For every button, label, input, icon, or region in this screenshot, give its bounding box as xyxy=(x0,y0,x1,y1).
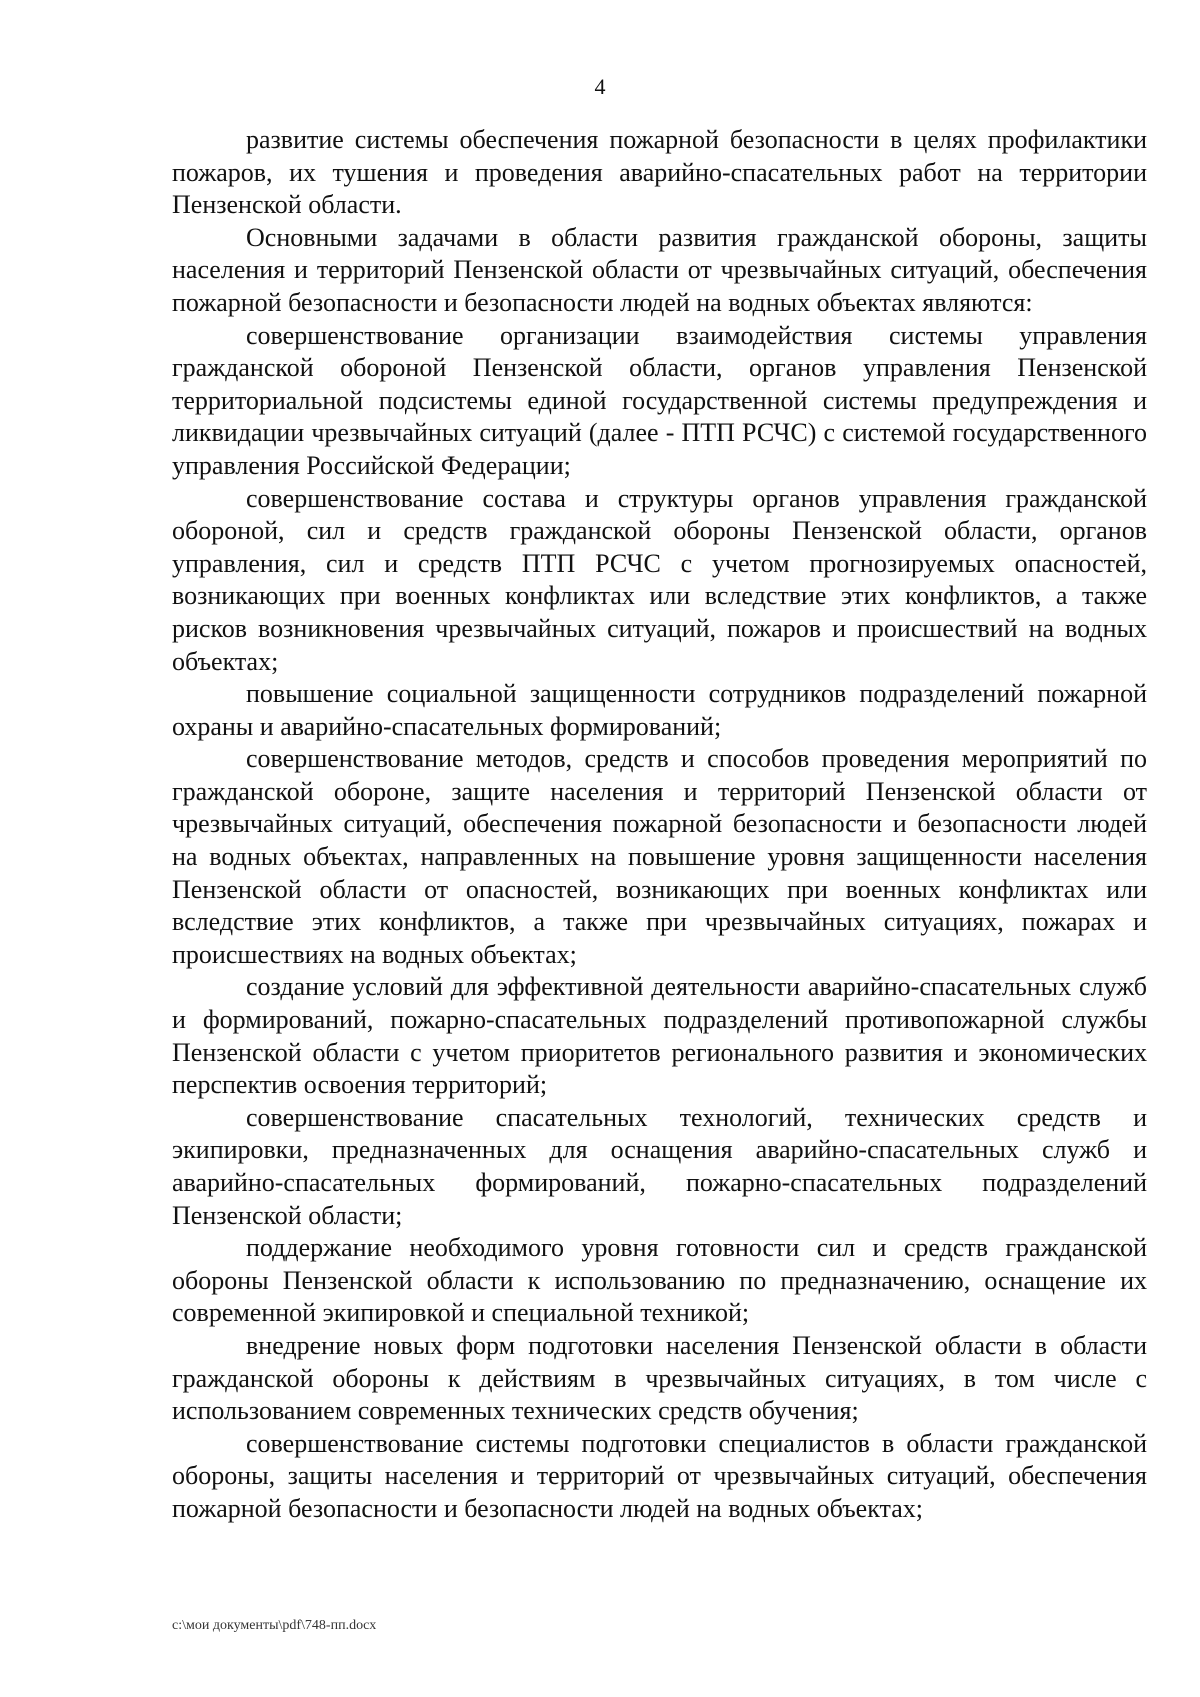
paragraph-task-interaction: совершенствование организации взаимодействия системы управления гражданской обороной Пензенской области, органов управления Пензенской территориальной подсистемы единой государственной системы предупреждения и ликвидации чрезвычайных ситуаций (далее - ПТП РСЧС) с системой государственного управления Российской Федерации; xyxy=(172,320,1147,480)
paragraph-task-readiness: поддержание необходимого уровня готовности сил и средств гражданской обороны Пензенской области к использованию по предназначению, оснащение их современной экипировкой и специальной техникой; xyxy=(172,1233,1147,1328)
paragraph-task-structure: совершенствование состава и структуры органов управления гражданской обороной, сил и средств гражданской обороны Пензенской области, органов управления, сил и средств ПТП РСЧС с учетом прогнозируемых опасностей, возникающих при военных конфликтах или вследствие этих конфликтов, а также рисков возникновения чрезвычайных ситуаций, пожаров и происшествий на водных объектах; xyxy=(172,483,1147,676)
paragraph-task-methods: совершенствование методов, средств и способов проведения мероприятий по гражданской обороне, защите населения и территорий Пензенской области от чрезвычайных ситуаций, обеспечения пожарной безопасности и безопасности людей на водных объектах, направленных на повышение уровня защищенности населения Пензенской области от опасностей, возникающих при военных конфликтах или вследствие этих конфликтов, а также при чрезвычайных ситуациях, пожарах и происшествиях на водных объектах; xyxy=(172,744,1147,969)
paragraph-main-tasks-intro: Основными задачами в области развития гражданской обороны, защиты населения и территорий Пензенской области от чрезвычайных ситуаций, обеспечения пожарной безопасности и безопасности людей на водных объектах являются: xyxy=(172,222,1147,317)
paragraph-task-conditions: создание условий для эффективной деятельности аварийно-спасательных служб и формирований, пожарно-спасательных подразделений противопожарной службы Пензенской области с учетом приоритетов регионального развития и экономических перспектив освоения территорий; xyxy=(172,972,1147,1100)
paragraph-task-technologies: совершенствование спасательных технологий, технических средств и экипировки, предназначенных для оснащения аварийно-спасательных служб и аварийно-спасательных формирований, пожарно-спасательных подразделений Пензенской области; xyxy=(172,1102,1147,1230)
document-body xyxy=(172,124,1147,1526)
paragraph-task-social-protection: повышение социальной защищенности сотрудников подразделений пожарной охраны и аварийно-спасательных формирований; xyxy=(172,679,1147,741)
footer-file-path: c:\мои документы\pdf\748-пп.docx xyxy=(172,1618,377,1633)
paragraph-task-specialists: совершенствование системы подготовки специалистов в области гражданской обороны, защиты населения и территорий от чрезвычайных ситуаций, обеспечения пожарной безопасности и безопасности людей на водных объектах; xyxy=(172,1428,1147,1523)
paragraph-fire-safety-development: развитие системы обеспечения пожарной безопасности в целях профилактики пожаров, их тушения и проведения аварийно-спасательных работ на территории Пензенской области. xyxy=(172,125,1147,220)
paragraph-task-training-forms: внедрение новых форм подготовки населения Пензенской области в области гражданской обороны к действиям в чрезвычайных ситуациях, в том числе с использованием современных технических средств обучения; xyxy=(172,1330,1147,1426)
page-number: 4 xyxy=(594,74,606,99)
